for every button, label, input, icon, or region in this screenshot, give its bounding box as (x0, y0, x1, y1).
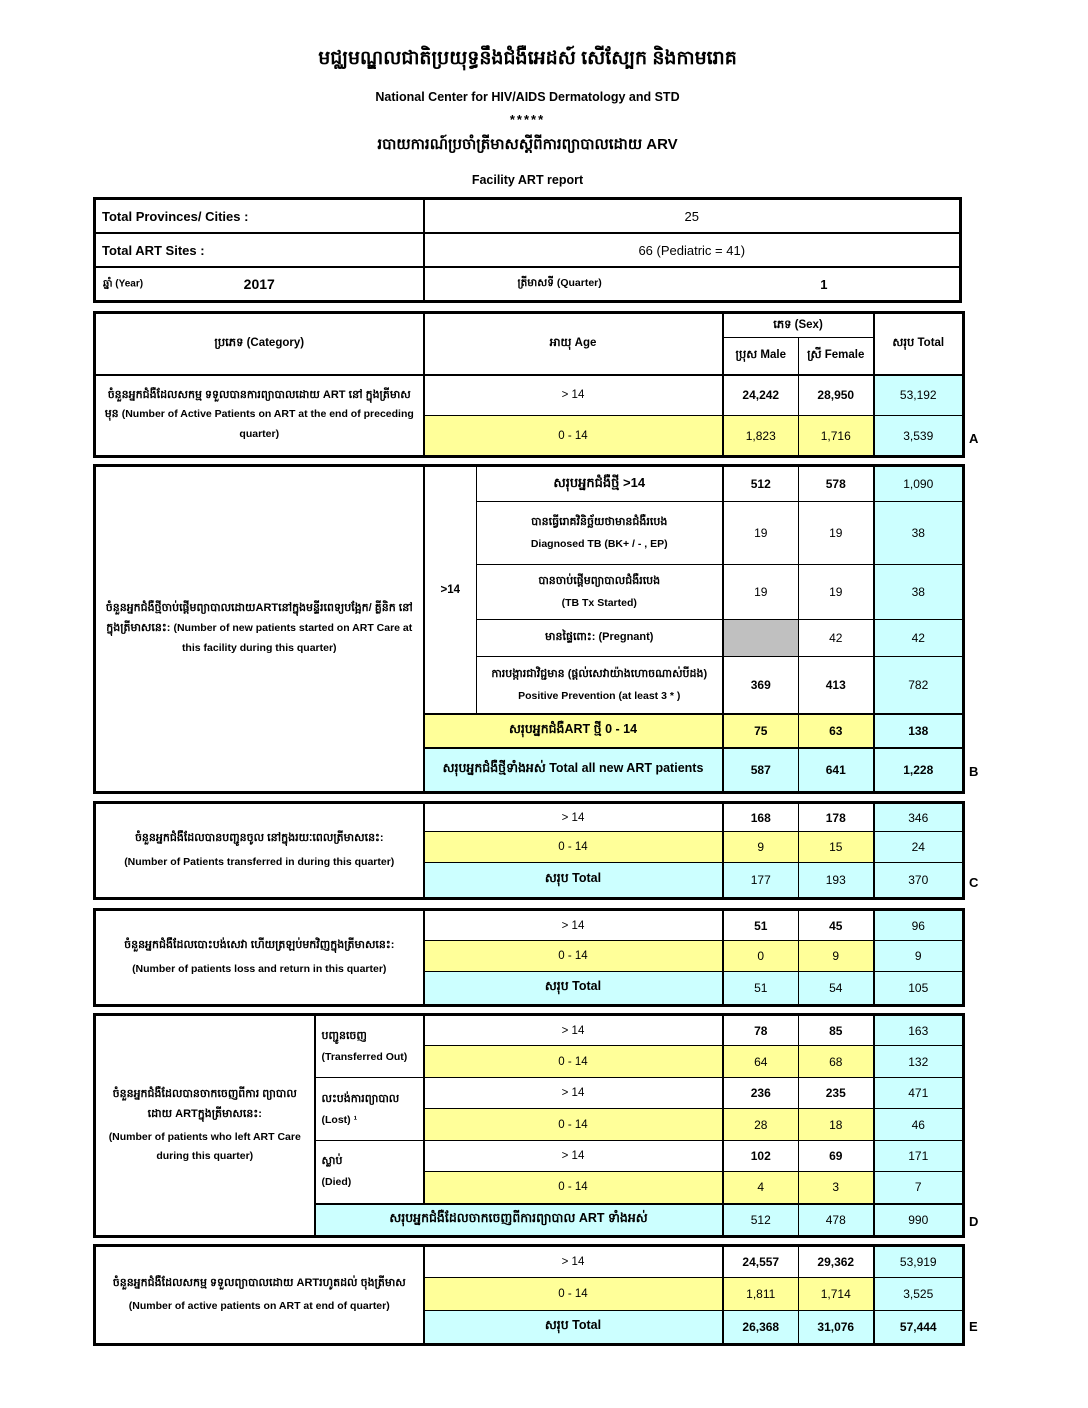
section-c (93, 801, 979, 900)
table-row (95, 375, 964, 416)
age-cell: > 14 (424, 1078, 723, 1109)
category-label-english: (Number of active patients on ART at end of quarter) (128, 1300, 390, 1313)
male-value: 177 (723, 863, 799, 899)
loss-return-table (93, 908, 965, 1007)
male-value: 512 (723, 1204, 799, 1237)
age-cell: > 14 (424, 803, 723, 832)
org-title-khmer: មជ្ឈមណ្ឌលជាតិប្រយុទ្ធនឹងជំងឺអេដស៍ សើស្បែក និងកាមរោគ (318, 48, 737, 69)
female-value: 63 (799, 714, 874, 748)
female-header: ស្រី Female (799, 338, 874, 375)
total-label: សរុប Total (424, 863, 723, 899)
male-value: 0 (723, 941, 799, 972)
report-title-khmer: របាយការណ៍ប្រចាំត្រីមាសស្ដីពីការព្យាបាលដោយ ARV (377, 136, 678, 153)
age-cell: 0 - 14 (424, 1046, 723, 1078)
total-value: 3,539 (874, 416, 964, 457)
total-value: 53,192 (874, 375, 964, 416)
male-value: 1,811 (723, 1278, 799, 1311)
row-label-khmer: សរុបអ្នកជំងឺថ្មី >14 (477, 466, 723, 502)
category-cell (95, 910, 424, 1006)
total-value: 990 (874, 1204, 964, 1237)
summary-info-table (93, 197, 962, 303)
category-label-khmer: ចំនួនអ្នកជំងឺដែលសកម្ម ទទួលព្យាបាលដោយ ARTរហូតដល់ ចុងត្រីមាស (112, 1276, 406, 1289)
female-value: 28,950 (799, 375, 874, 416)
report-title-english: Facility ART report (471, 173, 584, 187)
section-c-table (93, 801, 965, 900)
female-value: 69 (799, 1141, 874, 1172)
subcategory-label-english: (Died) (321, 1176, 352, 1189)
female-value: 31,076 (799, 1311, 874, 1345)
subcategory-label-khmer: លះបង់ការព្យាបាល (321, 1092, 400, 1105)
table-row (95, 910, 964, 941)
category-label-english: (Number of new patients started on ART Care at this facility during this quarter) (173, 622, 413, 654)
subcategory-label-khmer: បញ្ជូនចេញ (321, 1030, 367, 1042)
male-value: 236 (723, 1078, 799, 1109)
male-value: 369 (723, 657, 799, 714)
section-marker-e: E (969, 1319, 978, 1334)
total-label: សរុបអ្នកជំងឺថ្មីទាំងអស់ Total all new ART patients (424, 748, 723, 793)
category-cell (95, 1246, 424, 1345)
total-header: សរុប Total (874, 313, 964, 375)
total-value: 7 (874, 1172, 964, 1204)
male-value: 512 (723, 466, 799, 502)
total-label: សរុប Total (424, 972, 723, 1006)
male-value: 587 (723, 748, 799, 793)
male-header: ប្រុស Male (723, 338, 799, 375)
total-value: 24 (874, 832, 964, 863)
table-row (95, 267, 961, 302)
age-cell: > 14 (424, 1141, 723, 1172)
year-cell (95, 267, 424, 302)
female-value: 19 (799, 565, 874, 620)
female-value: 3 (799, 1172, 874, 1204)
row-label-english: Positive Prevention (at least 3 * ) (518, 689, 681, 702)
row-label-cell (477, 657, 723, 714)
total-label: សរុប Total (424, 1311, 723, 1345)
section-marker-a: A (969, 431, 979, 446)
total-value: 471 (874, 1078, 964, 1109)
female-value: 1,714 (799, 1278, 874, 1311)
total-value: 138 (874, 714, 964, 748)
table-row (95, 233, 961, 267)
male-value: 168 (723, 803, 799, 832)
category-cell (95, 803, 424, 899)
female-value: 42 (799, 620, 874, 657)
total-value: 370 (874, 863, 964, 899)
subcategory-cell (315, 1141, 424, 1204)
stars-divider: ***** (509, 112, 546, 127)
age-cell: > 14 (424, 375, 723, 416)
table-row (95, 466, 964, 502)
subcategory-label-english: (Lost) ¹ (321, 1113, 358, 1126)
category-label-khmer: ចំនួនអ្នកជំងឺថ្មីចាប់ផ្ដើមព្យាបាលដោយARTនៅក្នុងមន្ទីរពេទ្យបង្អែក/ គ្លីនិក នៅក្នុងត្រីមាសនេះ: (105, 602, 413, 635)
total-value: 38 (874, 502, 964, 565)
section-b-table (93, 464, 965, 794)
row-label-english: Diagnosed TB (BK+ / - , EP) (530, 537, 668, 550)
section-marker-b: B (969, 764, 979, 779)
year-label: ឆ្នាំ (Year) (103, 278, 144, 290)
subcategory-label-khmer: ស្លាប់ (321, 1155, 343, 1168)
category-cell (95, 466, 424, 793)
table-header-row (95, 313, 964, 338)
row-label-khmer: មានផ្ទៃពោះ: (Pregnant) (477, 620, 723, 657)
table-row (95, 1015, 964, 1046)
total-value: 9 (874, 941, 964, 972)
category-label-english: (Number of patients loss and return in this quarter) (132, 962, 387, 975)
male-value: 78 (723, 1015, 799, 1046)
age-cell: > 14 (424, 910, 723, 941)
total-value: 53,919 (874, 1246, 964, 1278)
female-value: 54 (799, 972, 874, 1006)
section-e-table (93, 1244, 965, 1346)
subcategory-cell (315, 1078, 424, 1141)
female-value: 478 (799, 1204, 874, 1237)
male-value: 19 (723, 565, 799, 620)
row-label-khmer: ការបង្ការជាវិជ្ជមាន (ផ្ដល់សេវាយ៉ាងហោចណាស់បីដង) (491, 667, 708, 680)
female-value: 413 (799, 657, 874, 714)
male-value: 28 (723, 1109, 799, 1141)
total-provinces-value: 25 (424, 199, 961, 234)
total-value: 782 (874, 657, 964, 714)
report-header (93, 0, 962, 187)
total-value: 57,444 (874, 1311, 964, 1345)
total-provinces-label: Total Provinces/ Cities : (95, 199, 424, 234)
total-value: 1,228 (874, 748, 964, 793)
age-cell: > 14 (424, 1246, 723, 1278)
male-value: 51 (723, 910, 799, 941)
age-group-cell: >14 (424, 466, 477, 714)
female-value: 641 (799, 748, 874, 793)
female-value: 578 (799, 466, 874, 502)
male-value: 102 (723, 1141, 799, 1172)
female-value: 18 (799, 1109, 874, 1141)
subcategory-label-english: (Transferred Out) (321, 1051, 408, 1063)
subtotal-label: សរុបអ្នកជំងឺART ថ្មី 0 - 14 (424, 714, 723, 748)
table-row (95, 803, 964, 832)
female-value: 235 (799, 1078, 874, 1109)
category-label-khmer: ចំនួនអ្នកជំងឺដែលបានចាកចេញពីការ ព្យាបាល ដោយ ARTក្នុងត្រីមាសនេះ: (112, 1087, 297, 1120)
org-title-english: National Center for HIV/AIDS Dermatology and STD (375, 90, 680, 104)
age-cell: 0 - 14 (424, 941, 723, 972)
male-value: 19 (723, 502, 799, 565)
male-value: 64 (723, 1046, 799, 1078)
section-d-table (93, 1013, 965, 1238)
table-row (95, 1246, 964, 1278)
female-value: 193 (799, 863, 874, 899)
total-art-sites-label: Total ART Sites : (95, 233, 424, 267)
age-cell: > 14 (424, 1015, 723, 1046)
age-header: អាយុ Age (424, 313, 723, 375)
total-value: 163 (874, 1015, 964, 1046)
subcategory-cell (315, 1015, 424, 1078)
female-value: 85 (799, 1015, 874, 1046)
category-label-english: (Number of Active Patients on ART at the end of preceding quarter) (121, 408, 414, 441)
total-value: 3,525 (874, 1278, 964, 1311)
row-label-cell (477, 502, 723, 565)
male-value: 24,242 (723, 375, 799, 416)
section-a-table (93, 311, 965, 458)
male-value: 51 (723, 972, 799, 1006)
total-value: 38 (874, 565, 964, 620)
total-value: 46 (874, 1109, 964, 1141)
total-value: 1,090 (874, 466, 964, 502)
section-marker-c: C (969, 875, 979, 890)
female-value: 178 (799, 803, 874, 832)
male-value: 24,557 (723, 1246, 799, 1278)
total-value: 132 (874, 1046, 964, 1078)
age-cell: 0 - 14 (424, 1278, 723, 1311)
total-value: 42 (874, 620, 964, 657)
table-row (95, 199, 961, 234)
female-value: 68 (799, 1046, 874, 1078)
female-value: 15 (799, 832, 874, 863)
female-value: 9 (799, 941, 874, 972)
row-label-khmer: បានចាប់ផ្ដើមព្យាបាលជំងឺរបេង (538, 574, 661, 587)
category-label-khmer: ចំនួនអ្នកជំងឺដែលសកម្ម ទទួលបានការព្យាបាលដោយ ART នៅ ក្នុងត្រីមាសមុន (104, 388, 411, 421)
sex-header: ភេទ (Sex) (723, 313, 874, 338)
category-label-english: (Number of patients who left ART Care during this quarter) (108, 1131, 301, 1163)
male-value: 26,368 (723, 1311, 799, 1345)
age-cell: 0 - 14 (424, 1172, 723, 1204)
blocked-cell (723, 620, 799, 657)
male-value: 75 (723, 714, 799, 748)
total-value: 105 (874, 972, 964, 1006)
male-value: 1,823 (723, 416, 799, 457)
age-cell: 0 - 14 (424, 1109, 723, 1141)
total-value: 346 (874, 803, 964, 832)
total-label: សរុបអ្នកជំងឺដែលចាកចេញពីការព្យាបាល ART ទាំងអស់ (315, 1204, 723, 1237)
row-label-english: (TB Tx Started) (561, 596, 637, 609)
category-label-khmer: ចំនួនអ្នកជំងឺដែលបានបញ្ជូនចូល នៅក្នុងរយៈពេលត្រីមាសនេះ: (134, 832, 384, 845)
section-loss-return (93, 908, 962, 1007)
category-cell (95, 375, 424, 457)
section-a (93, 311, 979, 458)
male-value: 4 (723, 1172, 799, 1204)
quarter-label: ត្រីមាសទី (Quarter) (517, 276, 602, 289)
total-value: 171 (874, 1141, 964, 1172)
category-label-khmer: ចំនួនអ្នកជំងឺដែលបោះបង់សេវា ហើយត្រឡប់មកវិញក្នុងត្រីមាសនេះ: (124, 939, 395, 952)
male-value: 9 (723, 832, 799, 863)
total-art-sites-value: 66 (Pediatric = 41) (424, 233, 961, 267)
female-value: 1,716 (799, 416, 874, 457)
age-cell: 0 - 14 (424, 416, 723, 457)
total-value: 96 (874, 910, 964, 941)
age-cell: 0 - 14 (424, 832, 723, 863)
quarter-value: 1 (820, 276, 828, 292)
category-header: ប្រភេទ (Category) (95, 313, 424, 375)
category-label-english: (Number of Patients transferred in during this quarter) (124, 855, 395, 868)
section-e (93, 1244, 978, 1346)
section-marker-d: D (969, 1214, 979, 1229)
row-label-khmer: បានធ្វើរោគវិនិច្ឆ័យថាមានជំងឺរបេង (531, 515, 668, 528)
section-b (93, 464, 979, 794)
female-value: 29,362 (799, 1246, 874, 1278)
row-label-cell (477, 565, 723, 620)
section-d (93, 1013, 979, 1238)
report-sheet (93, 0, 979, 1346)
year-value: 2017 (243, 276, 275, 292)
female-value: 19 (799, 502, 874, 565)
quarter-cell (424, 267, 961, 302)
category-cell (95, 1015, 315, 1237)
female-value: 45 (799, 910, 874, 941)
